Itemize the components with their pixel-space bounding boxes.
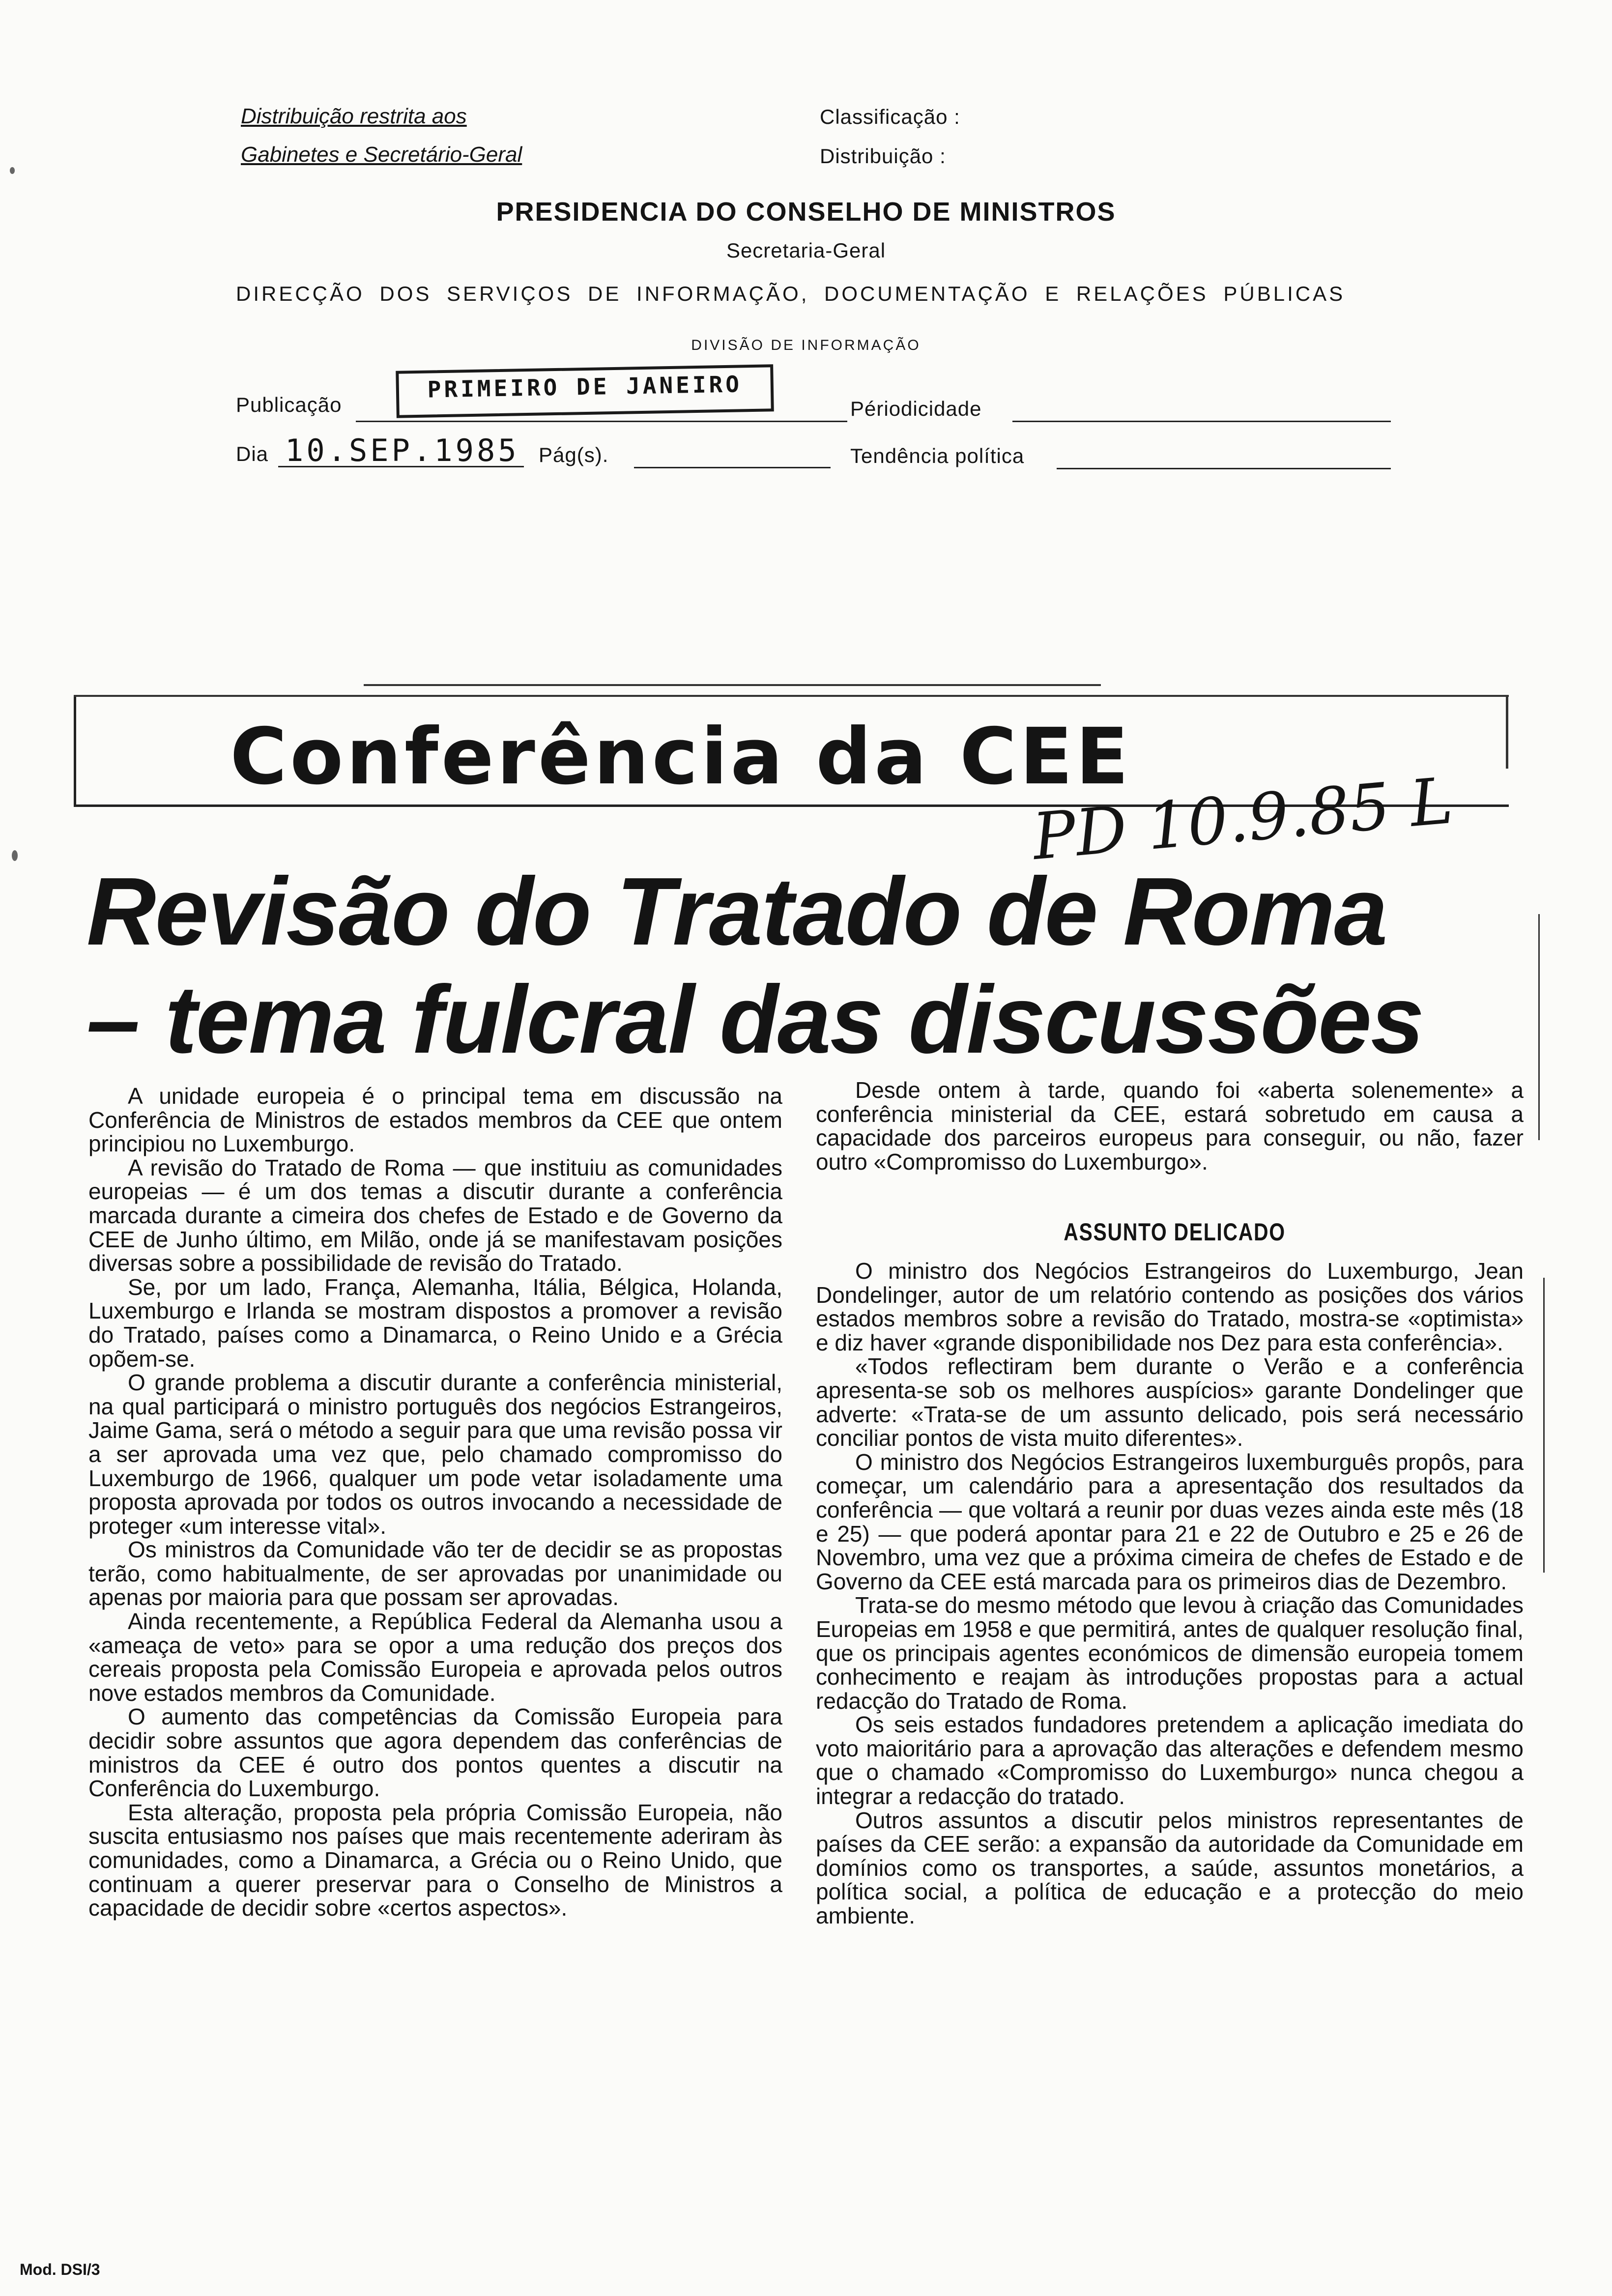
secretariat-title: Secretaria-Geral [726,239,886,262]
kicker-title: Conferência da CEE [230,712,1132,802]
periodicity-line [1012,421,1391,422]
scan-edge-mark [1543,1278,1545,1573]
paragraph: A unidade europeia é o principal tema em discussão na Conferência de Ministros de estados membros da CEE que ontem principiou no Luxemburgo. [88,1083,782,1157]
paragraph: Outros assuntos a discutir pelos ministros representantes de países da CEE serão: a expansão da autoridade da Comunidade em domínios como os transportes, a saúde, assuntos monetários, a política social, a política de educação e a protecção do meio ambiente. [816,1807,1524,1929]
scan-edge-mark [1538,914,1540,1140]
paragraph: Se, por um lado, França, Alemanha, Itália, Bélgica, Holanda, Luxemburgo e Irlanda se mostram dispostos a promover a revisão do Tratado, países como a Dinamarca, o Reino Unido e a Grécia opõem-se. [88,1274,782,1372]
paragraph: A revisão do Tratado de Roma — que instituiu as comunidades europeias — é um dos temas a discutir durante a conferência marcada durante a cimeira dos chefes de Estado e de Governo da CEE de Junho último, em Milão, onde já se manifestavam posições diversas sobre a possibilidade de revisão do Tratado. [88,1154,782,1276]
day-line [278,466,524,467]
paragraph: Os ministros da Comunidade vão ter de decidir se as propostas terão, como habitualmente, de ser aprovadas por unanimidade ou apenas por maioria para que possam ser aprovadas. [88,1537,782,1610]
paragraph: Trata-se do mesmo método que levou à criação das Comunidades Europeias em 1958 e que permitirá, antes de qualquer resolução final, que os principais agentes económicos de dimensão europeia tomem conhecimento e reajam às introduções propostas para a actual redacção do Tratado de Roma. [816,1592,1524,1714]
date-stamp: 10.SEP.1985 [285,432,519,468]
top-fold-rule [364,684,1101,686]
distribution-label: Distribuição : [820,144,946,168]
paragraph: Os seis estados fundadores pretendem a aplicação imediata do voto maioritário para a aprovação das alterações e defendem mesmo que o chamado «Compromisso do Luxemburgo» nunca chegou a integrar a redacção do tratado. [816,1712,1524,1809]
pages-label: Pág(s). [539,443,609,466]
article-right-column [816,1078,1524,1174]
paragraph: O ministro dos Negócios Estrangeiros do Luxemburgo, Jean Dondelinger, autor de um relatório contendo as posições dos vários estados membros sobre a revisão do Tratado, mostra-se «optimista» e diz haver «grande disponibilidade nos Dez para esta conferência». [816,1258,1524,1355]
scan-speck [10,167,15,174]
handwritten-reference-note: PD 10.9.85 L [1030,763,1456,875]
periodicity-label: Périodicidade [850,397,982,420]
form-code: Mod. DSI/3 [20,2261,100,2278]
division-title: DIVISÃO DE INFORMAÇÃO [691,337,921,353]
article-left-column [88,1084,782,1920]
tendency-line [1057,468,1391,469]
kicker-frame-right [1506,695,1508,769]
headline-line1: Revisão do Tratado de Roma [86,858,1387,965]
paragraph: Ainda recentemente, a República Federal da Alemanha usou a «ameaça de veto» para se opor a uma redução dos preços dos cereais proposta pela Comissão Europeia e aprovada pelos outros nove estados membros da Comunidade. [88,1608,782,1706]
day-label: Dia [236,442,269,465]
paragraph: O aumento das competências da Comissão Europeia para decidir sobre assuntos que agora dependem das conferências de ministros da CEE é outro dos pontos quentes a discutir na Conferência do Luxemburgo. [88,1704,782,1802]
publication-stamp: PRIMEIRO DE JANEIRO [396,364,774,418]
paragraph: Esta alteração, proposta pela própria Comissão Europeia, não suscita entusiasmo nos países que mais recentemente aderiram às comunidades, como a Dinamarca, a Grécia ou o Reino Unido, que continuam a querer preservar para o Conselho de Ministros a capacidade de decidir sobre «certos aspectos». [88,1799,782,1921]
classification-label: Classificação : [820,105,960,128]
paragraph: O grande problema a discutir durante a conferência ministerial, na qual participará o ministro português dos negócios Estrangeiros, Jaime Gama, será o método a seguir para que uma revisão possa vir a ser aprovada uma vez que, pelo chamado compromisso do Luxemburgo de 1966, qualquer um pode vetar isoladamente uma proposta aprovada por todos os outros invocando a necessidade de proteger «um interesse vital». [88,1370,782,1539]
pages-line [634,467,831,468]
paragraph: Desde ontem à tarde, quando foi «aberta solenemente» a conferência ministerial da CEE, estará sobretudo em causa a capacidade dos parceiros europeus para conseguir, ou não, fazer outro «Compromisso do Luxemburgo». [816,1077,1524,1175]
section-subhead: ASSUNTO DELICADO [1064,1218,1286,1246]
tendency-label: Tendência política [850,444,1025,467]
distribution-restricted-line2: Gabinetes e Secretário-Geral [241,143,522,167]
institution-title: PRESIDENCIA DO CONSELHO DE MINISTROS [496,197,1116,227]
publication-label: Publicação [236,393,342,416]
publication-line [356,421,847,422]
article-right-column-continued [816,1259,1524,1928]
headline-line2: – tema fulcral das discussões [86,966,1423,1073]
kicker-frame-top [74,695,1509,697]
scan-speck [12,850,18,861]
paragraph: O ministro dos Negócios Estrangeiros luxemburguês propôs, para começar, um calendário para a apresentação dos resultados da conferência — que voltará a reunir por duas vezes ainda este mês (18 e 25) — que poderá apontar para 21 e 22 de Outubro e 25 e 26 de Novembro, uma vez que a próxima cimeira de chefes de Estado e de Governo da CEE está marcada para os primeiros dias de Dezembro. [816,1449,1524,1594]
directorate-title: DIRECÇÃO DOS SERVIÇOS DE INFORMAÇÃO, DOCUMENTAÇÃO E RELAÇÕES PÚBLICAS [236,282,1346,305]
distribution-restricted-line1: Distribuição restrita aos [241,104,467,128]
paragraph: «Todos reflectiram bem durante o Verão e a conferência apresenta-se sob os melhores auspícios» garante Dondelinger que adverte: «Trata-se de um assunto delicado, pois será necessário conciliar pontos de vista muito diferentes». [816,1353,1524,1451]
